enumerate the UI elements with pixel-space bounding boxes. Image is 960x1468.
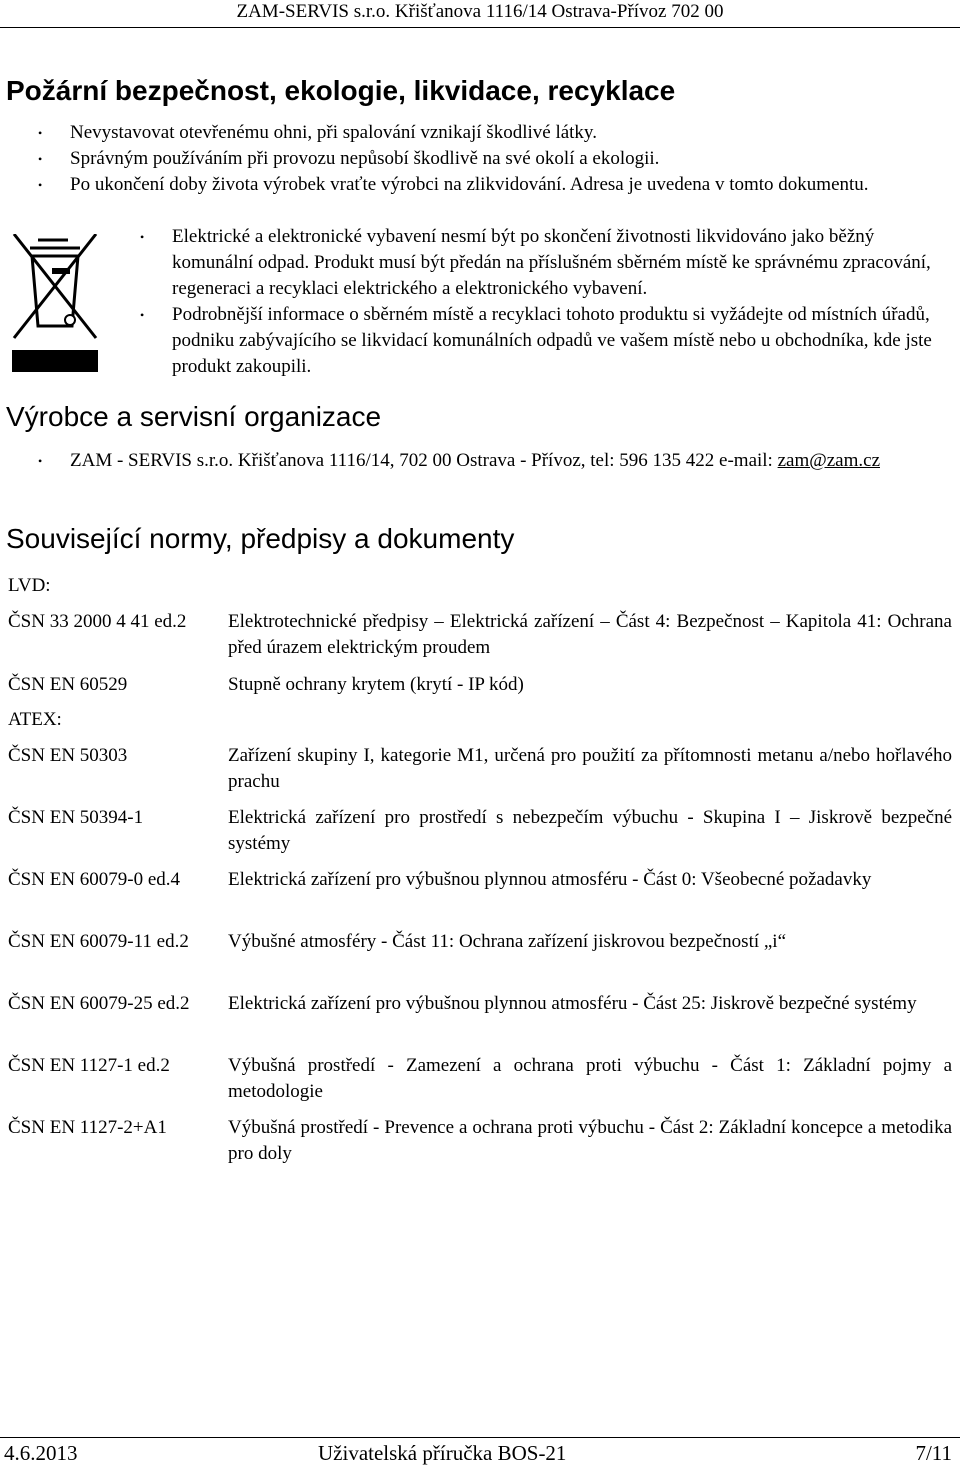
weee-list <box>172 224 947 380</box>
norm-code: ČSN EN 60079-25 ed.2 <box>8 993 190 1014</box>
norm-description: Elektrická zařízení pro prostředí s nebezpečím výbuchu - Skupina I – Jiskrově bezpečné systémy <box>228 807 952 854</box>
footer-doc-title: Uživatelská příručka BOS-21 <box>318 1441 567 1465</box>
section-title-norms: Související normy, předpisy a dokumenty <box>6 523 515 554</box>
footer-date: 4.6.2013 <box>4 1441 78 1465</box>
producer-address <box>70 448 930 474</box>
norm-code: ČSN 33 2000 4 41 ed.2 <box>8 611 187 632</box>
norm-description: Výbušné atmosféry - Část 11: Ochrana zařízení jiskrovou bezpečností „i“ <box>228 931 787 952</box>
norm-description: Výbušná prostředí - Prevence a ochrana proti výbuchu - Část 2: Základní koncepce a metodika pro doly <box>228 1117 952 1164</box>
norm-description: Zařízení skupiny I, kategorie M1, určená pro použití za přítomnosti metanu a/nebo hořlavého prachu <box>228 745 952 792</box>
list-item: • Elektrické a elektronické vybavení nesmí být po skončení životnosti likvidováno jako běžný komunální odpad. Produkt musí být předán na příslušném sběrném místě ke správnému zpracování, regeneraci a recyklaci elektrického a elektronického vybavení. <box>172 224 947 302</box>
atex-label: ATEX: <box>8 709 62 730</box>
norm-code: ČSN EN 50303 <box>8 745 128 766</box>
list-item: • Nevystavovat otevřenému ohni, při spalování vznikají škodlivé látky. <box>70 120 930 146</box>
norm-description: Stupně ochrany krytem (krytí - IP kód) <box>228 674 524 695</box>
list-item: • Správným používáním při provozu nepůsobí škodlivě na své okolí a ekologii. <box>70 146 930 172</box>
page-header: ZAM-SERVIS s.r.o. Křišťanova 1116/14 Ostrava-Přívoz 702 00 <box>0 0 960 28</box>
norm-code: ČSN EN 60079-11 ed.2 <box>8 931 189 952</box>
producer-text: ZAM - SERVIS s.r.o. Křišťanova 1116/14, 702 00 Ostrava - Přívoz, tel: 596 135 422 e-mail: <box>70 450 778 471</box>
norm-description: Elektrická zařízení pro výbušnou plynnou atmosféru - Část 0: Všeobecné požadavky <box>228 869 872 890</box>
page-footer <box>0 1437 960 1468</box>
section-title-fire-safety: Požární bezpečnost, ekologie, likvidace, recyklace <box>6 75 676 106</box>
list-item: • Po ukončení doby života výrobek vraťte výrobci na zlikvidování. Adresa je uvedena v tomto dokumentu. <box>70 172 930 198</box>
norm-description: Výbušná prostředí - Zamezení a ochrana proti výbuchu - Část 1: Základní pojmy a metodologie <box>228 1055 952 1102</box>
norm-description: Elektrotechnické předpisy – Elektrická zařízení – Část 4: Bezpečnost – Kapitola 41: Ochrana před úrazem elektrickým proudem <box>228 611 952 658</box>
norm-code: ČSN EN 60079-0 ed.4 <box>8 869 181 890</box>
fire-safety-list <box>70 120 930 198</box>
footer-page-number: 7/11 <box>915 1441 952 1465</box>
crossed-out-wheelie-bin-icon <box>12 234 98 374</box>
norm-code: ČSN EN 60529 <box>8 674 128 695</box>
lvd-label: LVD: <box>8 575 51 596</box>
norm-code: ČSN EN 1127-2+A1 <box>8 1117 167 1138</box>
norm-code: ČSN EN 1127-1 ed.2 <box>8 1055 170 1076</box>
norm-code: ČSN EN 50394-1 <box>8 807 144 828</box>
norm-description: Elektrická zařízení pro výbušnou plynnou atmosféru - Část 25: Jiskrově bezpečné systémy <box>228 993 917 1014</box>
list-item: • Podrobnější informace o sběrném místě a recyklaci tohoto produktu si vyžádejte od místních úřadů, podniku zabývajícího se likvidací komunálních odpadů ve vašem místě nebo u obchodníka, kde jste produkt zakoupili. <box>172 302 947 380</box>
email-link[interactable]: zam@zam.cz <box>777 450 880 471</box>
section-title-producer: Výrobce a servisní organizace <box>6 401 382 432</box>
producer-list <box>70 448 930 474</box>
